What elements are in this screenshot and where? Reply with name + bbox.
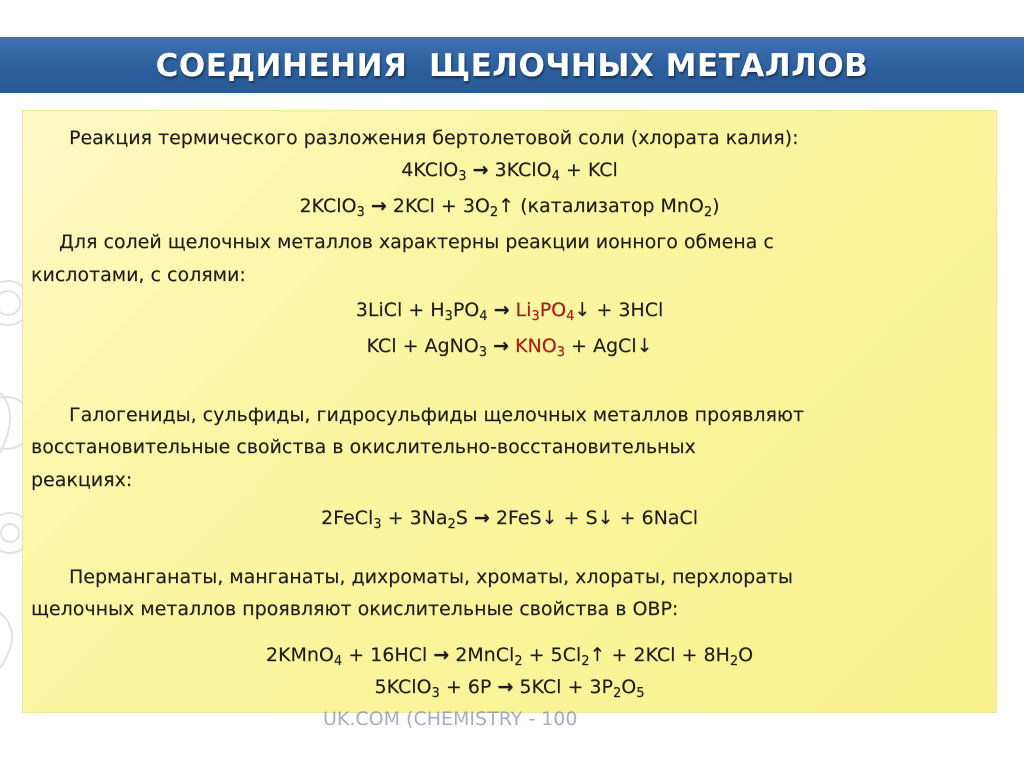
eq5-product-3: + 6NaCl: [619, 507, 698, 529]
eq6-product-3: + 2KCl + 8H: [611, 644, 730, 666]
equation-1: [23, 159, 996, 184]
gas-arrow-up-icon: ↑: [589, 644, 606, 666]
eq6-product-3-sub: 2: [729, 654, 739, 669]
eq3-precipitate-b: PO: [539, 299, 567, 321]
eq1-reactant: 4KClO: [401, 159, 459, 181]
reaction-arrow: →: [493, 299, 510, 321]
eq5-reactant-2: + 3Na: [387, 507, 448, 529]
precipitate-arrow-down-icon: ↓: [574, 299, 591, 321]
reaction-arrow: →: [472, 159, 489, 181]
eq7-products-sub: 2: [612, 686, 622, 701]
eq5-reactant-1-sub: 3: [373, 517, 382, 532]
title-word-1: СОЕДИНЕНИЯ: [155, 48, 408, 84]
eq3-precipitate-sub: 3: [531, 309, 540, 324]
intro-oxidizing-line-1: Перманганаты, манганаты, дихроматы, хроматы, хлораты, перхлораты: [69, 566, 793, 588]
eq7-reactant-1: 5KClO: [374, 676, 432, 698]
eq2-catalyst-note: (катализатор MnO: [520, 195, 704, 217]
slide-title: [0, 37, 1024, 93]
precipitate-arrow-down-icon: ↓: [597, 507, 614, 529]
equation-2: [23, 195, 996, 220]
eq2-products-sub: 2: [489, 205, 499, 220]
eq3-product-2: + 3HCl: [596, 299, 664, 321]
eq2-reactant-sub: 3: [356, 205, 365, 220]
eq5-product-1: 2FeS: [495, 507, 542, 529]
eq6-product-1-sub: 2: [514, 654, 523, 669]
eq4-highlight-a: KNO: [515, 335, 557, 357]
eq3-precipitate-a: Li: [515, 299, 532, 321]
eq3-reactants: 3LiCl + H: [355, 299, 445, 321]
eq4-highlight-sub: 3: [556, 345, 565, 360]
intro-reducing-line-3: реакциях:: [31, 469, 133, 491]
title-band: [0, 37, 1024, 93]
reaction-arrow: →: [473, 507, 490, 529]
reaction-arrow: →: [493, 335, 509, 357]
eq4-highlight-product: [515, 335, 565, 360]
eq2-reactant: 2KClO: [299, 195, 357, 217]
eq6-product-2: + 5Cl: [528, 644, 582, 666]
equation-6: [23, 644, 996, 669]
precipitate-arrow-down-icon: ↓: [541, 507, 558, 529]
eq2-catalyst-end: ): [712, 195, 720, 217]
equation-5: [23, 507, 996, 532]
equation-4: [23, 335, 996, 360]
eq7-reactant-1-sub: 3: [431, 686, 440, 701]
intro-ion-exchange-line-2: кислотами, с солями:: [31, 264, 246, 286]
eq1-reactant-sub: 3: [458, 169, 467, 184]
eq7-reactant-2: + 6P: [445, 676, 492, 698]
eq7-products-end: O: [621, 676, 637, 698]
intro-ion-exchange-line-1: Для солей щелочных металлов характерны реакции ионного обмена с: [59, 231, 774, 253]
reaction-arrow: →: [433, 644, 450, 666]
eq1-product: 3KClO: [494, 159, 552, 181]
source-watermark-text: UK.COM (CHEMISTRY - 100: [323, 708, 578, 730]
eq5-reactant-2-sub: 2: [447, 517, 456, 532]
eq1-product-sub: 4: [551, 169, 560, 184]
eq7-products-end-sub: 5: [636, 686, 645, 701]
eq4-product-2: + AgCl: [570, 335, 637, 357]
eq4-reactants-sub: 3: [478, 345, 487, 360]
eq4-reactants: KCl + AgNO: [366, 335, 479, 357]
eq3-precipitate-b-sub: 4: [566, 309, 575, 324]
eq3-reactants-end-sub: 4: [479, 309, 488, 324]
eq6-reactant-2: + 16HCl: [348, 644, 428, 666]
eq5-reactant-2-end: S: [455, 507, 468, 529]
reaction-arrow: →: [370, 195, 387, 217]
eq6-reactant-1-sub: 4: [333, 654, 343, 669]
equation-7: [23, 676, 996, 701]
intro-reducing-line-2: восстановительные свойства в окислительно-восстановительных: [31, 436, 696, 458]
eq6-reactant-1: 2KMnO: [265, 644, 334, 666]
title-word-2: ЩЕЛОЧНЫХ МЕТАЛЛОВ: [428, 48, 869, 84]
equation-3: [23, 299, 996, 324]
precipitate-arrow-down-icon: ↓: [636, 335, 653, 357]
eq6-product-3-end: O: [738, 644, 754, 666]
intro-oxidizing-line-2: щелочных металлов проявляют окислительные свойства в ОВР:: [31, 598, 679, 620]
content-panel: [22, 110, 997, 730]
eq2-catalyst-sub: 2: [703, 205, 713, 220]
eq7-products: 5KCl + 3P: [519, 676, 613, 698]
eq2-products: 2KCl + 3O: [392, 195, 490, 217]
gas-arrow-up-icon: ↑: [498, 195, 515, 217]
eq6-product-1: 2MnCl: [455, 644, 515, 666]
eq5-product-2: + S: [563, 507, 598, 529]
eq3-reactants-sub: 3: [444, 309, 453, 324]
intro-thermal-decomposition: Реакция термического разложения бертолетовой соли (хлората калия):: [69, 127, 799, 149]
intro-reducing-line-1: Галогениды, сульфиды, гидросульфиды щелочных металлов проявляют: [69, 404, 804, 426]
cut-off-source-text: [323, 708, 743, 730]
eq1-product-2: + KCl: [565, 159, 618, 181]
reaction-arrow: →: [497, 676, 514, 698]
eq5-reactant-1: 2FeCl: [321, 507, 374, 529]
eq3-reactants-end: PO: [452, 299, 480, 321]
eq6-product-2-sub: 2: [581, 654, 590, 669]
eq3-precipitate: [515, 299, 575, 324]
